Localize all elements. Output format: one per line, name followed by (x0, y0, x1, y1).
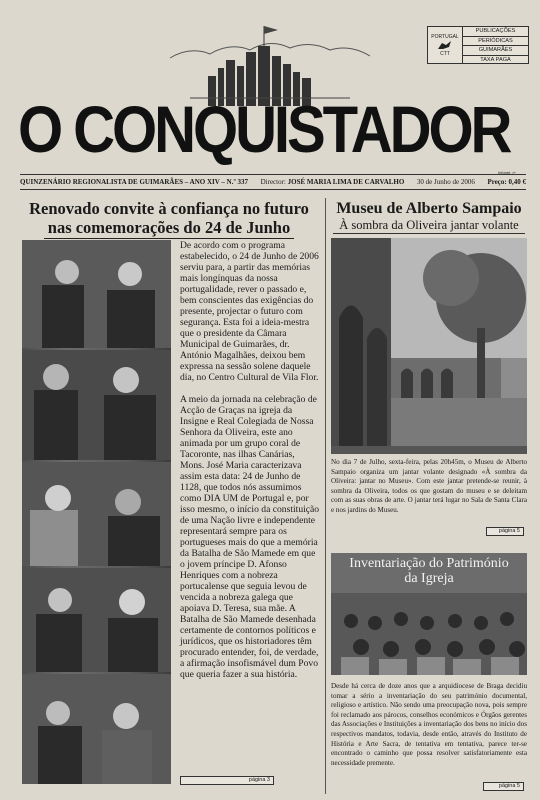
inventory-headline[interactable] (331, 556, 527, 586)
inventory-headline-line1: Inventariação do Património (349, 556, 509, 571)
director-label: Director: (260, 178, 286, 186)
inventory-caption: Desde há cerca de doze anos que a arquidiocese de Braga decidiu tomar a sério a inventariação do seu património documental, religioso e artístico. Não sendo uma preocupação nova, pois sempre foi reclamado aos párocos, conselhos económicos e Órgãos gerentes das Associações e Instituições a inventariação dos bens no início dos respectivos mandatos, todavia, desde então, através do Instituto de História e Arte Sacra, de tentativa em tentativa, parece ter-se encontrado o caminho que possa resolver satisfatoriamente esta necessidade premente. (331, 682, 527, 767)
museum-caption: No dia 7 de Julho, sexta-feira, pelas 20h45m, o Museu de Alberto Sampaio organiza um jantar volante designado «À sombra da Oliveira: jantar no Museu». Com este jantar pretende-se reunir, à sombra da Oliveira, todos os que gostam do museu e se deleitam com as suas obras de arte. O jantar terá lugar no Sala de Santa Clara e nos jardins do Museu. (331, 458, 527, 514)
issue-date: 30 de Junho de 2006 (416, 178, 475, 186)
main-headline-line1: Renovado convite à confiança no futuro (29, 199, 309, 218)
museum-page-ref[interactable]: página 5 (486, 527, 524, 536)
newspaper-title: O CONQUISTADOR (18, 92, 510, 166)
publication-info: QUINZENÁRIO REGIONALISTA DE GUIMARÃES – ANO XIV – N.º 337 (20, 178, 249, 186)
postage-line-2: PERIÓDICAS (463, 37, 528, 47)
director-name: JOSÉ MARIA LIMA DE CARVALHO (287, 178, 405, 186)
postage-line-4: TAXA PAGA (480, 56, 511, 63)
main-article-paragraph-2: A meio da jornada na celebração de Acção de Graças na igreja da Insigne e Real Colegiada de Nossa Senhora da Oliveira, este ano animada por um grupo coral de Tacoronte, nas ilhas Canárias, Mons. José Maria caracterizava assim esta data: 24 de Junho de 1128, que todos nós assumimos como DIA UM de Portugal e, por isso mesmo, o início da constituição de uma Nação livre e independente representará sempre para os portugueses mais do que a memória da Batalha de São Mamede em que o jovem príncipe D. Afonso Henriques com a nobreza portucalense que seguia levou de vencida a nobreza galega que apoiava D. Teresa, sua mãe. A Batalha de São Mamede desenhada certamente de contornos políticos e jurídicos, que os historiadores têm procurado entender, foi, de verdade, a afirmação insofismável dum Povo que queria fazer a sua história. (180, 394, 320, 680)
masthead-code: Infonet. r+ (498, 170, 517, 175)
ctt-logo-country: PORTUGAL (431, 33, 459, 40)
issue-info-bar (20, 174, 526, 190)
museum-subheadline (331, 218, 527, 233)
postage-paid-box (427, 26, 529, 64)
main-article-body (180, 240, 320, 691)
ctt-logo-brand: CTT (440, 50, 450, 57)
main-headline-line2: nas comemorações do 24 de Junho (44, 218, 294, 239)
main-headline[interactable] (18, 199, 320, 239)
postage-line-3: GUIMARÃES (463, 46, 528, 56)
ceremony-photo-strip (22, 240, 171, 784)
inventory-headline-line2: da Igreja (404, 571, 454, 586)
inventory-page-ref[interactable]: página 5 (483, 782, 524, 791)
cloister-photo (331, 238, 527, 454)
postage-line-1: PUBLICAÇÕES (463, 27, 528, 37)
museum-subheadline-text: À sombra da Oliveira jantar volante (333, 218, 524, 234)
column-divider (325, 198, 326, 794)
ctt-horse-icon (437, 40, 453, 51)
main-article-page-ref[interactable]: página 3 (180, 776, 274, 785)
museum-headline[interactable]: Museu de Alberto Sampaio (336, 200, 522, 217)
ctt-logo (428, 27, 463, 63)
ceremony-photos (22, 240, 171, 784)
director-info (261, 175, 405, 189)
issue-price: Preço: 0,40 € (487, 178, 526, 186)
main-article-paragraph-1: De acordo com o programa estabelecido, o 24 de Junho de 2006 serviu para, a partir das memórias mais longínquas da nossa portugalidade, rever o passado e, bem conscientes das exigências do presente, projectar o futuro com segurança. Esta foi a ideia-mestra que o presidente da Câmara Municipal de Guimarães, dr. António Magalhães, deixou bem expressa na sessão solene daquele dia, no Centro Cultural de Vila Flor. (180, 240, 319, 383)
